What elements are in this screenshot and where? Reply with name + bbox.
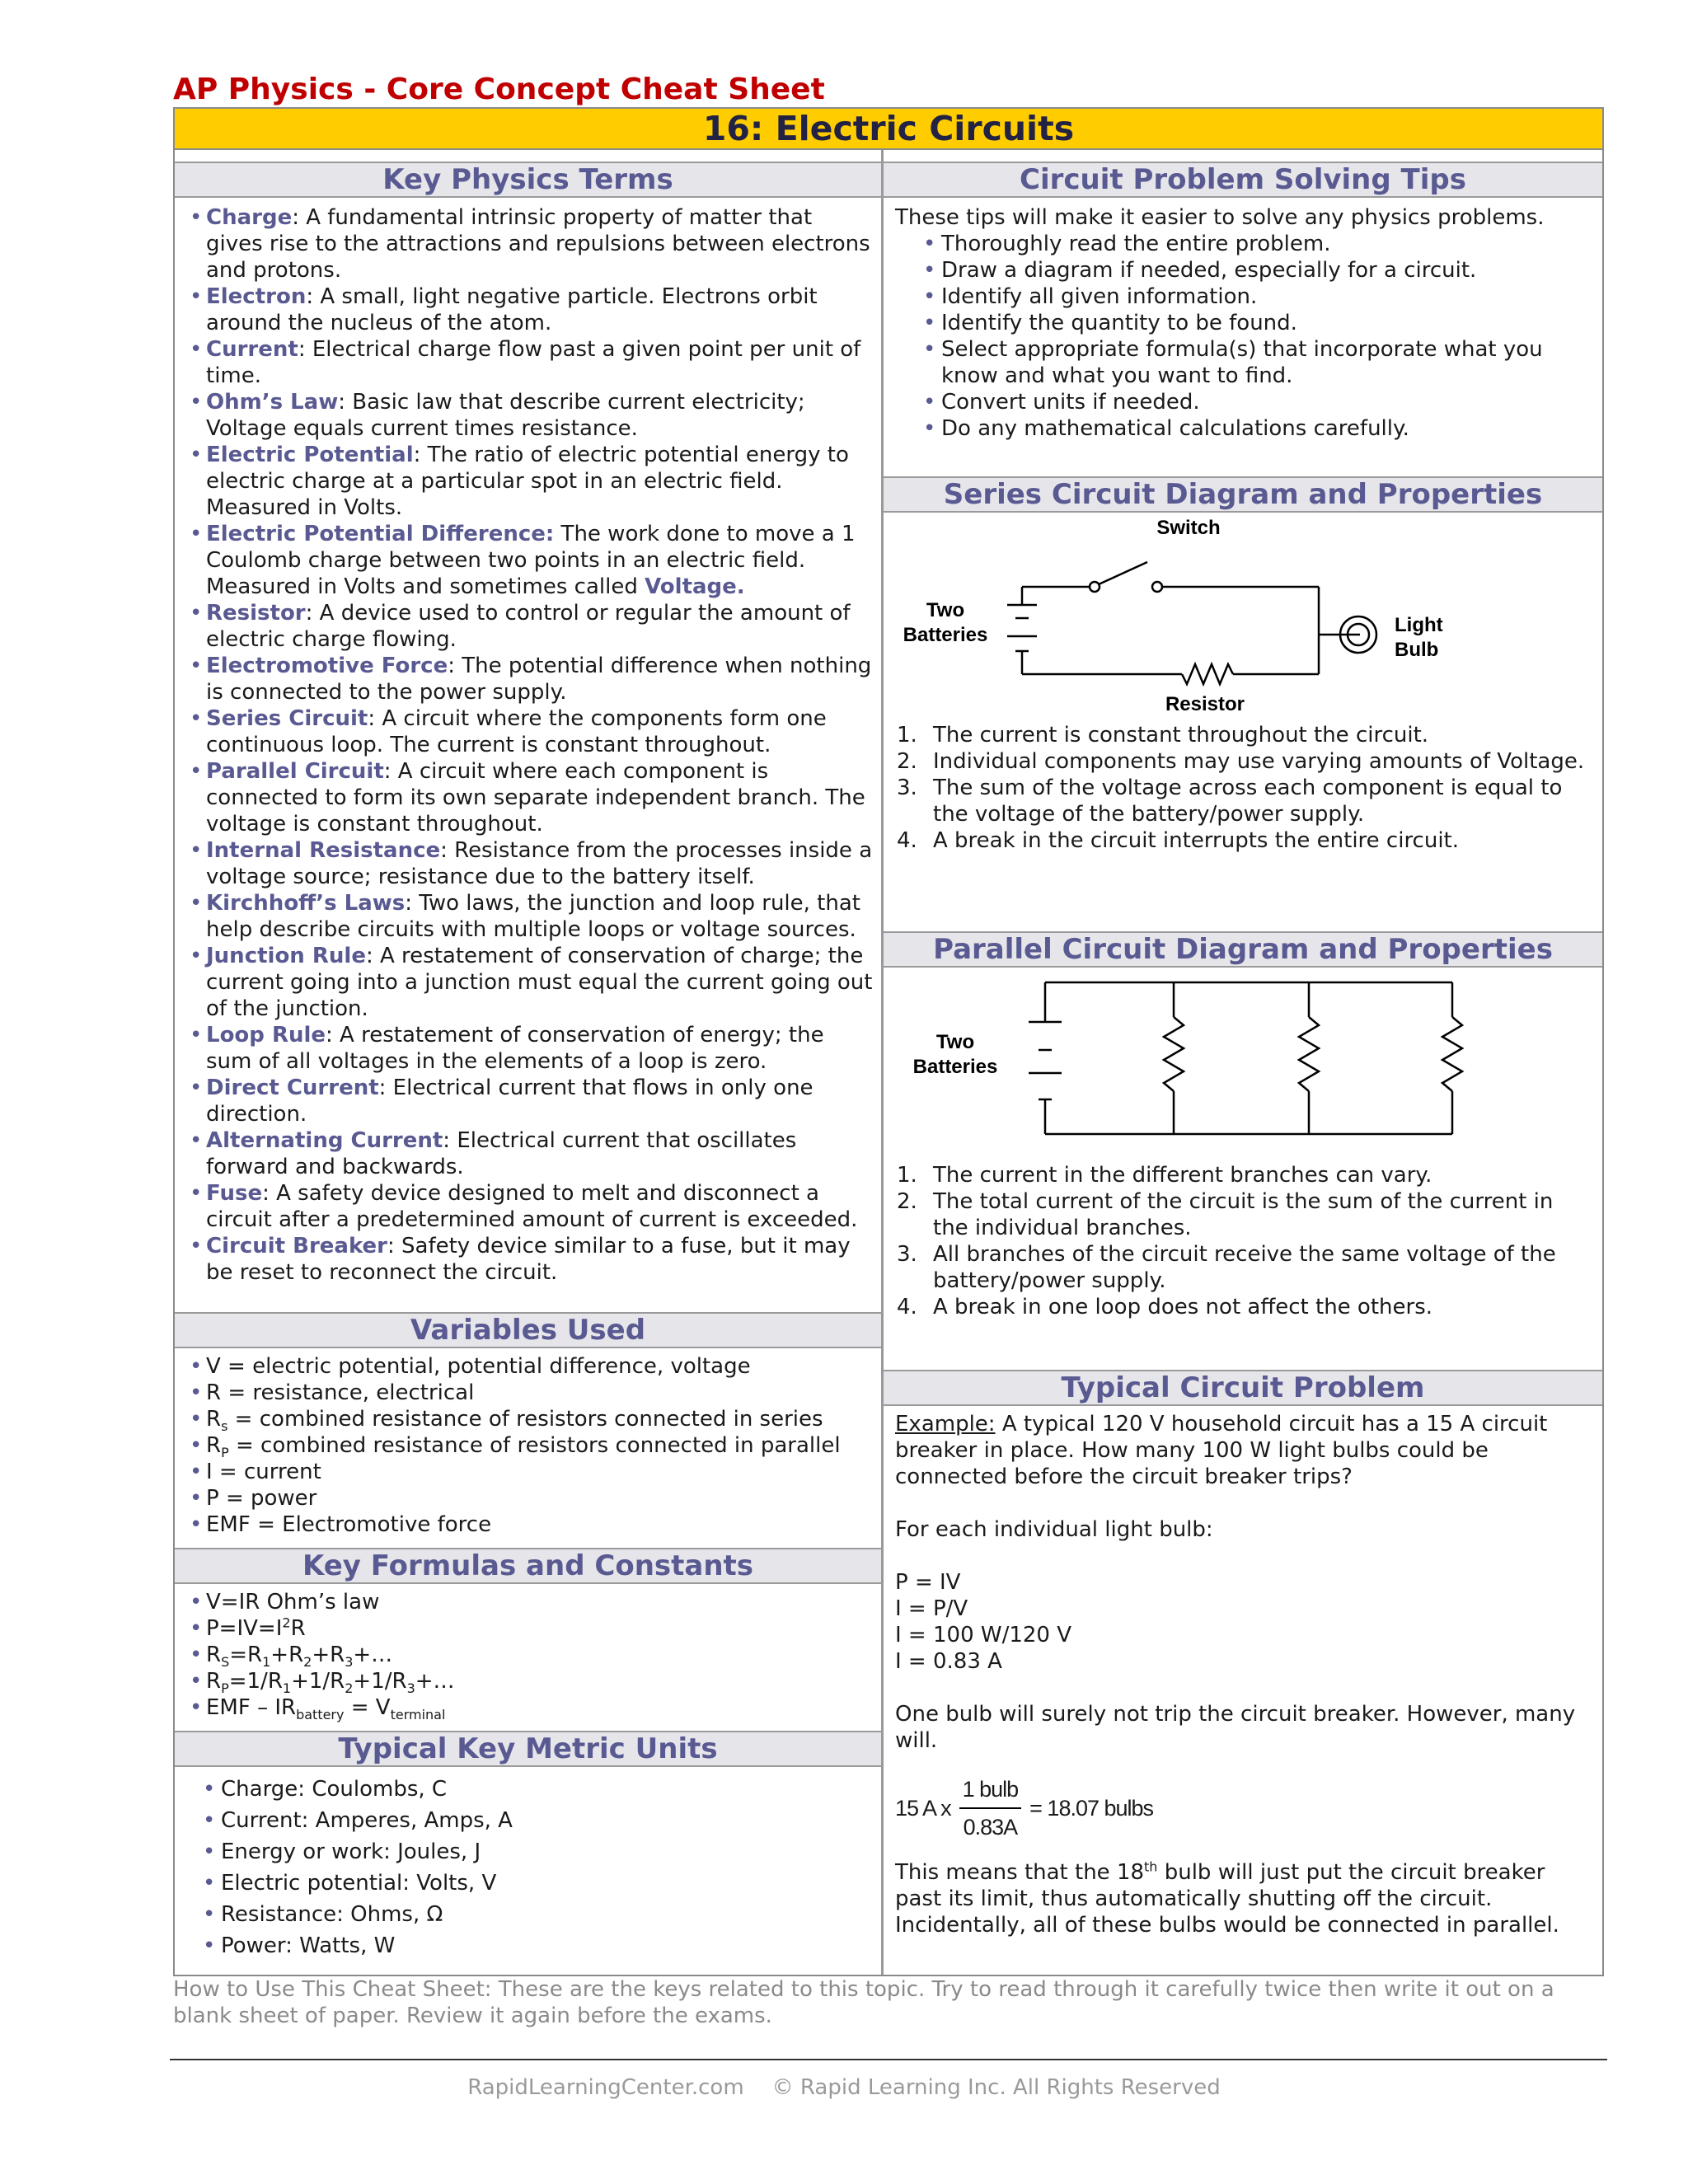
problem-steps	[895, 1569, 1586, 1675]
tips-intro: These tips will make it easier to solve any physics problems.	[895, 205, 1545, 230]
property-text: The current is constant throughout the circuit.	[933, 723, 1429, 748]
variable-item	[175, 1353, 881, 1380]
right-column	[884, 150, 1602, 1975]
property-text: The sum of the voltage across each component is equal to the voltage of the battery/power supply.	[933, 776, 1563, 827]
problem-example: Example: A typical 120 V household circuit has a 15 A circuit breaker in place. How many 100 W light bulbs could be connected before the circuit breaker trips?	[895, 1412, 1548, 1489]
property-item	[884, 722, 1602, 748]
key-term-item	[175, 943, 881, 1022]
property-text: Individual components may use varying amounts of Voltage.	[933, 749, 1585, 774]
unit-item: • Current: Amperes, Amps, A	[175, 1805, 881, 1836]
property-number: 2.	[897, 749, 917, 774]
key-term-name: Electromotive Force	[206, 654, 448, 678]
formula-series-resistance: • $R_S=R_1+R_2+R_3+\dots$	[175, 1642, 881, 1668]
property-text: The current in the different branches can vary.	[933, 1163, 1432, 1188]
tip-item: • Select appropriate formula(s) that incorporate what you know and what you want to find.	[895, 336, 1602, 389]
problem-calculation: 15 A x 1 bulb 0.83A = 18.07 bulbs	[895, 1777, 1154, 1840]
key-term-definition: : A fundamental intrinsic property of matter that gives rise to the attractions and repulsions between electrons and protons.	[206, 205, 870, 283]
key-term-item	[175, 653, 881, 705]
key-term-name: Kirchhoff’s Laws	[206, 891, 406, 916]
variable-symbol: R	[206, 1380, 222, 1405]
footer-site[interactable]: RapidLearningCenter.com	[467, 2075, 744, 2100]
problem-step: I = 0.83 A	[895, 1649, 1002, 1674]
key-term-definition: : A safety device designed to melt and disconnect a circuit after a predetermined amount of current is exceeded.	[206, 1181, 858, 1232]
key-term-item	[175, 1233, 881, 1286]
variable-description: = current	[212, 1460, 321, 1484]
key-term-definition: : A small, light negative particle. Electrons orbit around the nucleus of the atom.	[206, 284, 818, 335]
unit-item: • Charge: Coulombs, C	[175, 1774, 881, 1805]
property-number: 1.	[897, 1163, 917, 1188]
parallel-section	[884, 968, 1602, 1355]
key-term-definition: : A restatement of conservation of charge; the current going into a junction must equal the current going out of the junction.	[206, 944, 873, 1021]
key-term-definition: : A restatement of conservation of energy; the sum of all voltages in the elements of a loop is zero.	[206, 1023, 824, 1074]
parallel-batteries-label: Two Batteries	[912, 1031, 998, 1078]
key-term-definition: : Electrical charge flow past a given point per unit of time.	[206, 337, 861, 388]
tips-heading: Circuit Problem Solving Tips	[884, 162, 1602, 198]
key-term-definition: : A circuit where the components form one continuous loop. The current is constant throughout.	[206, 706, 827, 757]
key-term-name: Direct Current	[206, 1076, 379, 1100]
unit-item: • Energy or work: Joules, J	[175, 1836, 881, 1868]
key-term-definition: : The potential difference when nothing is connected to the power supply.	[206, 654, 872, 705]
key-terms-list	[175, 204, 881, 1286]
property-item	[884, 1188, 1602, 1241]
series-section	[884, 513, 1602, 892]
property-number: 3.	[897, 776, 917, 800]
variable-item	[175, 1406, 881, 1435]
property-item	[884, 775, 1602, 827]
parallel-properties-list	[884, 1162, 1602, 1320]
variable-item	[175, 1459, 881, 1485]
property-text: The total current of the circuit is the sum of the current in the individual branches.	[933, 1189, 1554, 1240]
variables-section	[175, 1353, 881, 1538]
tips-list	[895, 231, 1602, 442]
key-term-name: Electric Potential	[206, 443, 414, 467]
key-term-definition: : A circuit where each component is connected to form its own separate independent branch. The voltage is constant throughout.	[206, 759, 865, 837]
property-item	[884, 748, 1602, 775]
key-term-definition: : Two laws, the junction and loop rule, that help describe circuits with multiple loops or voltage sources.	[206, 891, 860, 942]
property-number: 4.	[897, 1295, 917, 1319]
switch-label: Switch	[1156, 517, 1221, 539]
key-term-name: Electric Potential Difference:	[206, 522, 555, 546]
key-term-item	[175, 890, 881, 943]
key-term-item	[175, 442, 881, 521]
key-term-name: Circuit Breaker	[206, 1234, 387, 1258]
key-term-extra: Voltage.	[645, 574, 745, 599]
formula-ohms-law: • V=IR Ohm’s law	[175, 1589, 881, 1615]
key-term-definition: : Basic law that describe current electricity; Voltage equals current times resistance.	[206, 390, 805, 441]
resistor-label: Resistor	[1165, 693, 1245, 715]
unit-item: • Power: Watts, W	[175, 1930, 881, 1961]
key-term-definition: : Safety device similar to a fuse, but it may be reset to reconnect the circuit.	[206, 1234, 851, 1285]
key-terms-heading: Key Physics Terms	[175, 162, 881, 198]
key-term-definition: : A device used to control or regular the amount of electric charge flowing.	[206, 601, 851, 652]
key-term-definition: The work done to move a 1 Coulomb charge between two points in an electric field. Measured in Volts and sometimes called	[206, 522, 856, 599]
variable-symbol: P	[206, 1486, 219, 1511]
variables-heading: Variables Used	[175, 1312, 881, 1348]
variable-symbol: I	[206, 1460, 213, 1484]
variable-item	[175, 1485, 881, 1511]
key-term-name: Resistor	[206, 601, 306, 626]
series-heading: Series Circuit Diagram and Properties	[884, 476, 1602, 513]
units-section	[175, 1774, 881, 1961]
units-heading: Typical Key Metric Units	[175, 1731, 881, 1767]
tip-item: • Draw a diagram if needed, especially for a circuit.	[895, 257, 1602, 284]
series-properties-list	[884, 722, 1602, 854]
key-term-item	[175, 1127, 881, 1180]
property-number: 4.	[897, 828, 917, 853]
topic-title: 16: Electric Circuits	[175, 109, 1602, 150]
key-term-definition: : Electrical current that flows in only one direction.	[206, 1076, 814, 1127]
footer-divider	[170, 2059, 1607, 2060]
variable-item	[175, 1380, 881, 1406]
cheat-sheet	[173, 107, 1604, 1976]
key-term-name: Fuse	[206, 1181, 263, 1206]
formula-parallel-resistance: • $R_P=1/R_1+1/R_2+1/R_3+\dots$	[175, 1668, 881, 1694]
key-term-item	[175, 837, 881, 890]
variable-description: = electric potential, potential difference, voltage	[220, 1354, 751, 1379]
problem-heading: Typical Circuit Problem	[884, 1370, 1602, 1406]
property-number: 1.	[897, 723, 917, 748]
problem-step: I = 100 W/120 V	[895, 1623, 1072, 1647]
property-text: All branches of the circuit receive the same voltage of the battery/power supply.	[933, 1242, 1556, 1293]
variable-description: = combined resistance of resistors connected in parallel	[228, 1433, 841, 1458]
key-term-item	[175, 389, 881, 442]
variable-symbol: EMF	[206, 1512, 251, 1537]
property-text: A break in the circuit interrupts the entire circuit.	[933, 828, 1460, 853]
variable-description: = power	[218, 1486, 317, 1511]
variable-item	[175, 1432, 881, 1459]
key-term-item	[175, 521, 881, 600]
light-bulb-label: Light Bulb	[1395, 614, 1443, 661]
key-term-name: Series Circuit	[206, 706, 368, 731]
property-item	[884, 1294, 1602, 1320]
page-title: AP Physics - Core Concept Cheat Sheet	[173, 73, 825, 106]
variable-item	[175, 1511, 881, 1538]
usage-note: How to Use This Cheat Sheet: These are the keys related to this topic. Try to read through it carefully twice then write it out on a blank sheet of paper. Review it again before the exams.	[173, 1977, 1554, 2028]
unit-item: • Resistance: Ohms, Ω	[175, 1899, 881, 1930]
problem-conclusion: This means that the 18th bulb will just put the circuit breaker past its limit, thus automatically shutting off the circuit. Incidentally, all of these bulbs would be connected in parallel.	[895, 1858, 1559, 1938]
tips-section	[884, 204, 1602, 442]
key-term-definition: : The ratio of electric potential energy to electric charge at a particular spot in an electric field. Measured in Volts.	[206, 443, 849, 520]
variable-description: = combined resistance of resistors connected in series	[227, 1407, 823, 1432]
key-term-name: Charge	[206, 205, 293, 230]
unit-item: • Electric potential: Volts, V	[175, 1868, 881, 1899]
problem-step: P = IV	[895, 1570, 961, 1595]
key-term-item	[175, 705, 881, 758]
tip-item: • Do any mathematical calculations carefully.	[895, 415, 1602, 442]
variable-subscript: s	[221, 1418, 228, 1435]
problem-section	[884, 1411, 1602, 1938]
key-term-name: Electron	[206, 284, 307, 309]
units-list	[175, 1774, 881, 1961]
key-term-item	[175, 204, 881, 284]
property-text: A break in one loop does not affect the others.	[933, 1295, 1433, 1319]
key-terms-section	[175, 204, 881, 1286]
problem-step: I = P/V	[895, 1596, 968, 1621]
formula-power: • $P=IV=I^2R$	[175, 1615, 881, 1642]
key-term-name: Ohm’s Law	[206, 390, 339, 415]
property-item	[884, 827, 1602, 854]
tip-item: • Thoroughly read the entire problem.	[895, 231, 1602, 257]
tip-item: • Convert units if needed.	[895, 389, 1602, 415]
variables-list	[175, 1353, 881, 1538]
variable-subscript: P	[221, 1445, 229, 1461]
key-term-name: Parallel Circuit	[206, 759, 384, 784]
key-term-item	[175, 284, 881, 336]
series-batteries-label: Two Batteries	[903, 599, 988, 646]
formula-emf: • EMF – $IR_{battery} = V_{terminal}$	[175, 1694, 881, 1721]
formulas-section	[175, 1589, 881, 1721]
key-term-item	[175, 1022, 881, 1075]
variable-description: = Electromotive force	[250, 1512, 492, 1537]
per-bulb-label: For each individual light bulb:	[895, 1517, 1213, 1542]
formulas-heading: Key Formulas and Constants	[175, 1548, 881, 1584]
variable-description: = resistance, electrical	[221, 1380, 475, 1405]
key-term-definition: : Resistance from the processes inside a voltage source; resistance due to the battery itself.	[206, 838, 873, 889]
key-term-item	[175, 758, 881, 837]
problem-remark: One bulb will surely not trip the circuit breaker. However, many will.	[895, 1702, 1576, 1753]
property-number: 3.	[897, 1242, 917, 1267]
tip-item: • Identify the quantity to be found.	[895, 310, 1602, 336]
key-term-name: Internal Resistance	[206, 838, 441, 863]
tip-item: • Identify all given information.	[895, 284, 1602, 310]
variable-symbol: R	[206, 1433, 222, 1458]
formulas-list	[175, 1589, 881, 1721]
variable-symbol: V	[206, 1354, 221, 1379]
footer-copyright: © Rapid Learning Inc. All Rights Reserved	[771, 2075, 1221, 2100]
variable-symbol: R	[206, 1407, 222, 1432]
property-number: 2.	[897, 1189, 917, 1214]
key-term-name: Junction Rule	[206, 944, 366, 968]
property-item	[884, 1162, 1602, 1188]
key-term-item	[175, 1180, 881, 1233]
key-term-name: Current	[206, 337, 298, 362]
parallel-heading: Parallel Circuit Diagram and Properties	[884, 931, 1602, 968]
key-term-item	[175, 600, 881, 653]
key-term-name: Loop Rule	[206, 1023, 326, 1047]
key-term-definition: : Electrical current that oscillates forward and backwards.	[206, 1128, 797, 1179]
footer	[0, 2075, 1688, 2100]
key-term-item	[175, 1075, 881, 1127]
key-term-item	[175, 336, 881, 389]
key-term-name: Alternating Current	[206, 1128, 443, 1153]
left-column	[175, 150, 884, 1975]
property-item	[884, 1241, 1602, 1294]
